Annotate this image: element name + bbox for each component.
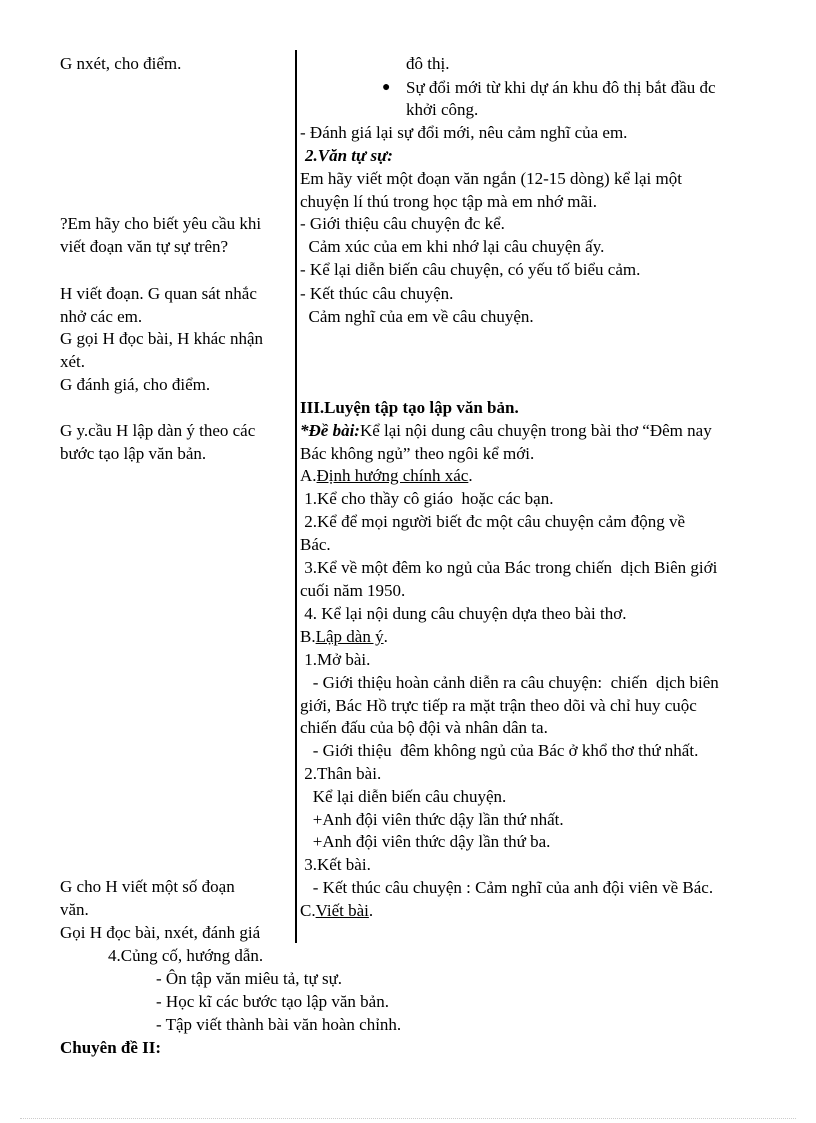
left-line: G nxét, cho điểm. [60, 54, 182, 73]
heading-b: B.Lập dàn ý. [300, 627, 388, 646]
left-line: H viết đoạn. G quan sát nhắc [60, 284, 257, 303]
left-line: nhở các em. [60, 307, 143, 326]
page-bottom-border [20, 1118, 796, 1119]
heading-a: A.Định hướng chính xác. [300, 466, 473, 485]
right-line: - Đánh giá lại sự đổi mới, nêu cảm nghĩ của em. [300, 123, 628, 142]
right-line: chuyện lí thú trong học tập mà em nhớ mãi. [300, 192, 597, 211]
section-title-narrative: 2.Văn tự sự: [305, 146, 393, 165]
column-divider [295, 50, 297, 943]
right-line: chiến đấu của bộ đội và nhân dân ta. [300, 718, 548, 737]
right-line: - Giới thiệu câu chuyện đc kể. [300, 214, 505, 233]
right-line: Kể lại diễn biến câu chuyện. [300, 787, 507, 806]
summary-heading: 4.Củng cố, hướng dẫn. [108, 946, 264, 965]
right-line: 3.Kết bài. [300, 855, 371, 874]
left-line: bước tạo lập văn bản. [60, 444, 207, 463]
summary-item: - Tập viết thành bài văn hoàn chỉnh. [156, 1015, 402, 1034]
right-line: 4. Kể lại nội dung câu chuyện dựa theo bài thơ. [300, 604, 627, 623]
right-line: khởi công. [406, 100, 479, 119]
bullet-icon: ● [382, 80, 391, 95]
left-line: viết đoạn văn tự sự trên? [60, 237, 229, 256]
right-line: 2.Kể để mọi người biết đc một câu chuyện cảm động về [300, 512, 686, 531]
right-line: +Anh đội viên thức dậy lần thứ ba. [300, 832, 551, 851]
right-line: cuối năm 1950. [300, 581, 406, 600]
right-line: giới, Bác Hồ trực tiếp ra mặt trận theo dõi và chỉ huy cuộc [300, 696, 697, 715]
left-line: ?Em hãy cho biết yêu cầu khi [60, 214, 262, 233]
right-line: đô thị. [406, 54, 450, 73]
topic-heading: Chuyên đề II: [60, 1038, 162, 1057]
right-line: 2.Thân bài. [300, 764, 382, 783]
right-line: - Kết thúc câu chuyện. [300, 284, 454, 303]
exercise-label: *Đề bài: [300, 421, 360, 440]
right-line: Em hãy viết một đoạn văn ngắn (12-15 dòng) kể lại một [300, 169, 682, 188]
right-line: 1.Mở bài. [300, 650, 371, 669]
left-line: G y.cầu H lập dàn ý theo các [60, 421, 256, 440]
right-line: - Giới thiệu đêm không ngủ của Bác ở khổ thơ thứ nhất. [300, 741, 699, 760]
left-line: G đánh giá, cho điểm. [60, 375, 211, 394]
left-line: G cho H viết một số đoạn [60, 877, 235, 896]
right-line: - Kết thúc câu chuyện : Cảm nghĩ của anh đội viên về Bác. [300, 878, 714, 897]
heading-c: C.Viết bài. [300, 901, 374, 920]
right-line: 3.Kể về một đêm ko ngủ của Bác trong chiến dịch Biên giới [300, 558, 718, 577]
right-line: Sự đổi mới từ khi dự án khu đô thị bắt đầu đc [406, 78, 716, 97]
exercise-prompt: *Đề bài:Kể lại nội dung câu chuyện trong bài thơ “Đêm nay [300, 421, 712, 440]
right-line: - Giới thiệu hoàn cảnh diễn ra câu chuyện: chiến dịch biên [300, 673, 719, 692]
right-line: 1.Kể cho thầy cô giáo hoặc các bạn. [300, 489, 554, 508]
right-line: - Kể lại diễn biến câu chuyện, có yếu tố biểu cảm. [300, 260, 641, 279]
right-line: Cảm nghĩ của em về câu chuyện. [300, 307, 534, 326]
summary-item: - Ôn tập văn miêu tả, tự sự. [156, 969, 343, 988]
left-line: G gọi H đọc bài, H khác nhận [60, 329, 264, 348]
right-line: +Anh đội viên thức dậy lần thứ nhất. [300, 810, 564, 829]
right-line: Bác không ngủ” theo ngôi kể mới. [300, 444, 535, 463]
right-line: Cảm xúc của em khi nhớ lại câu chuyện ấy. [300, 237, 605, 256]
left-line: xét. [60, 352, 86, 371]
left-line: Gọi H đọc bài, nxét, đánh giá [60, 923, 261, 942]
section-title-practice: III.Luyện tập tạo lập văn bản. [300, 398, 519, 417]
summary-item: - Học kĩ các bước tạo lập văn bản. [156, 992, 389, 1011]
left-line: văn. [60, 900, 89, 919]
right-line: Bác. [300, 535, 331, 554]
